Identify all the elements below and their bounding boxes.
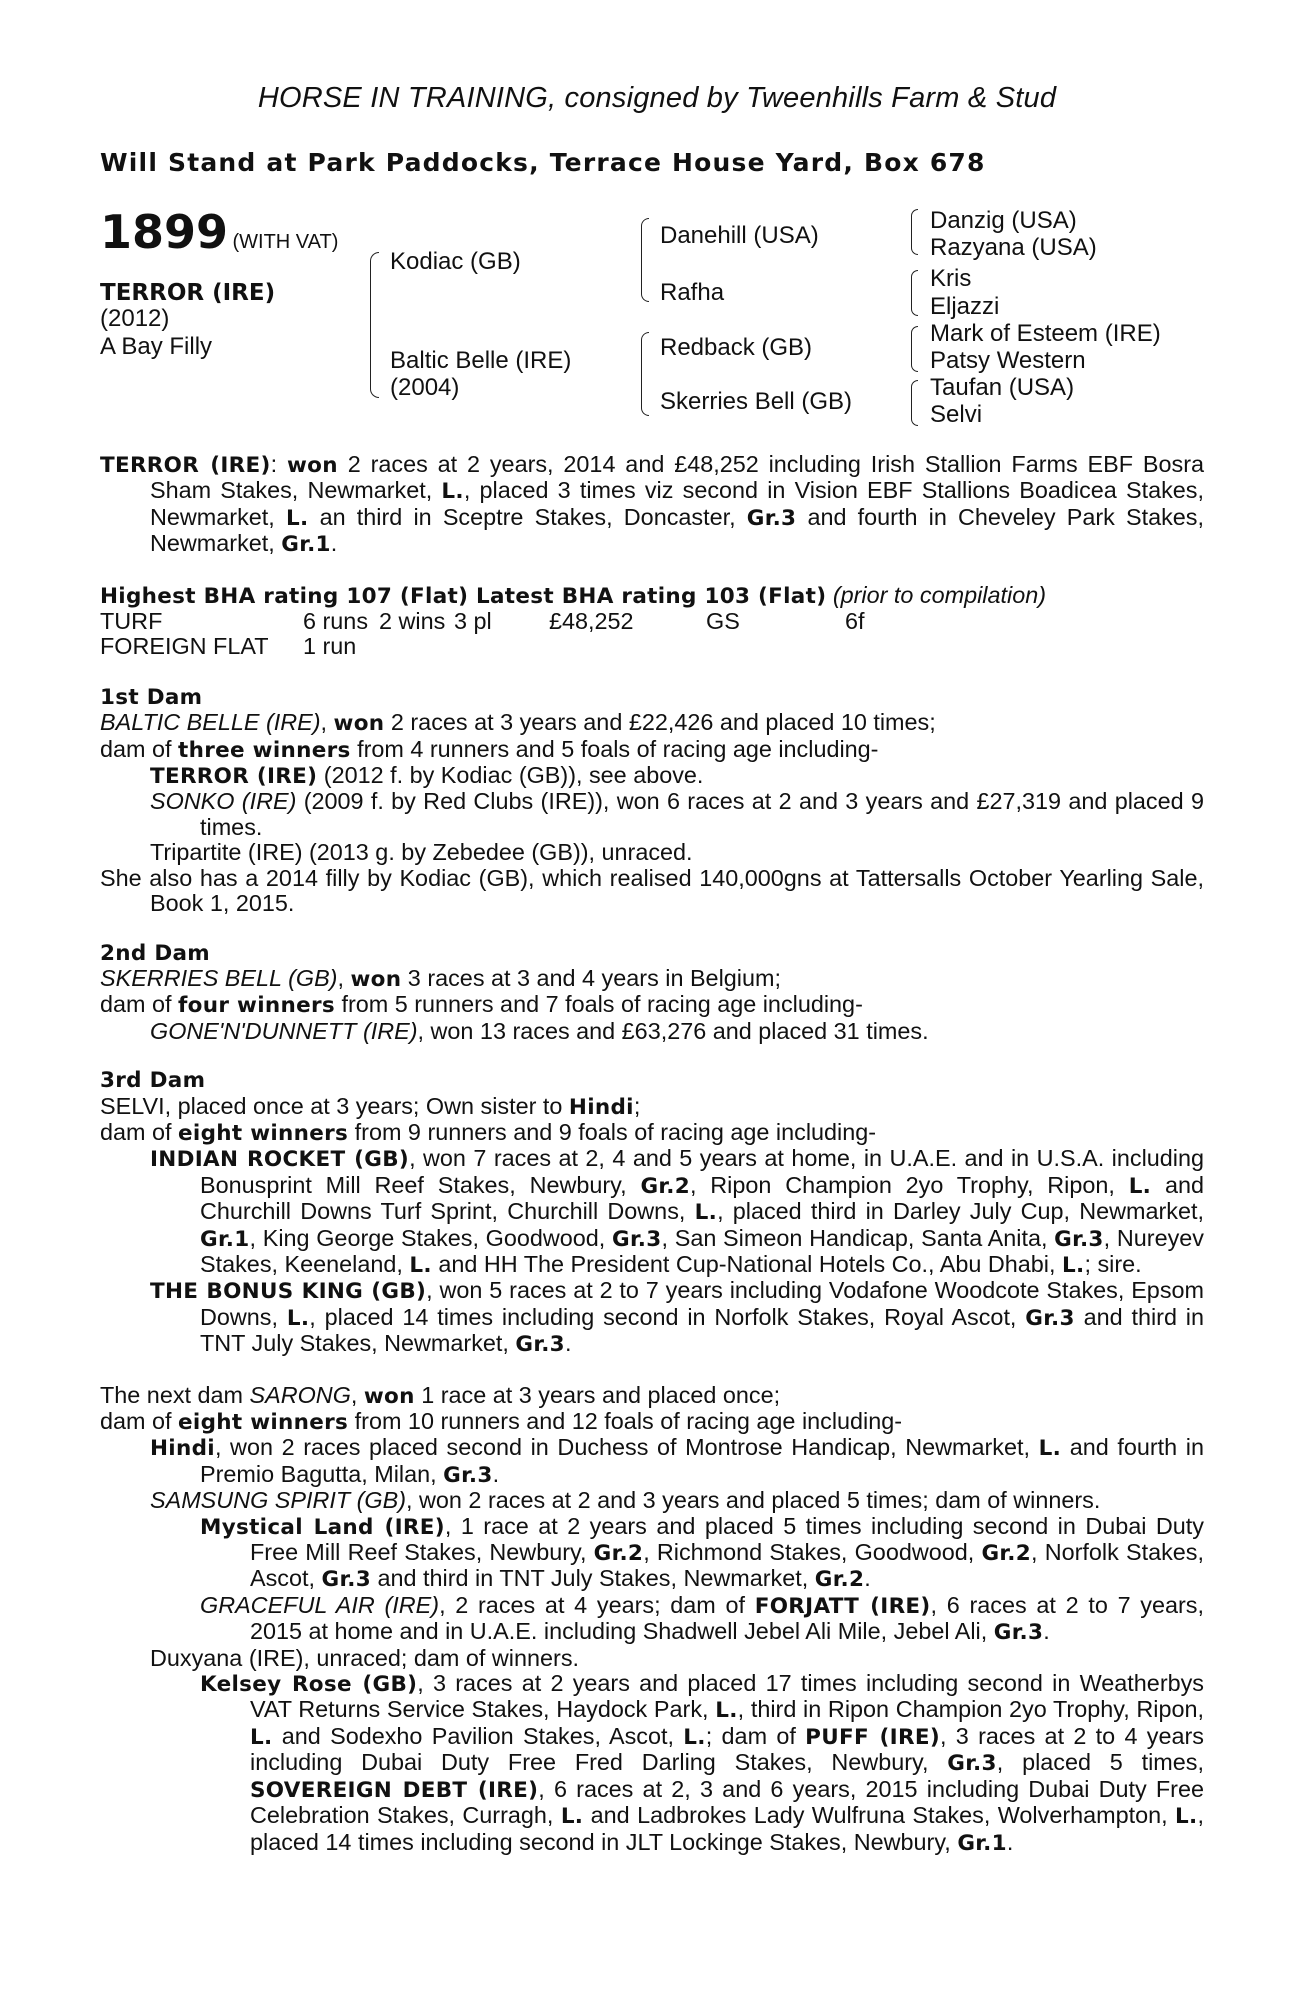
- horse-summary: TERROR (IRE): won 2 races at 2 years, 2014 and £48,252 including Irish Stallion Farms EBF Bosra Sham Stakes, Newmarket, L., placed 3 times viz second in Vision EBF Stallions Boadicea Stakes, Newmarket, L. an third in Sceptre Stakes, Doncaster, Gr.3 and fourth in Cheveley Park Stakes, Newmarket, Gr.1.: [100, 451, 1204, 558]
- first-dam-line: BALTIC BELLE (IRE), won 2 races at 3 years and £22,426 and placed 10 times;: [100, 709, 936, 737]
- next-dam-produce: dam of eight winners from 10 runners and 12 foals of racing age including-: [100, 1408, 903, 1435]
- third-dam-heading: 3rd Dam: [100, 1068, 206, 1094]
- grandchild-graceful-air: GRACEFUL AIR (IRE), 2 races at 4 years; dam of FORJATT (IRE), 6 races at 2 to 7 years, 2015 at home and in U.A.E. including Shadwell Jebel Ali Mile, Jebel Ali, Gr.3.: [200, 1591, 1204, 1646]
- second-dam-heading: 2nd Dam: [100, 940, 210, 966]
- pedigree-sire: Kodiac (GB): [390, 248, 521, 275]
- pedigree-g2: Razyana (USA): [930, 234, 1097, 261]
- bha-rating: Highest BHA rating 107 (Flat) Latest BHA rating 103 (Flat) (prior to compilation): [100, 581, 1047, 609]
- second-dam-line: SKERRIES BELL (GB), won 3 races at 3 and 4 years in Belgium;: [100, 964, 781, 992]
- location-line: Will Stand at Park Paddocks, Terrace House Yard, Box 678: [100, 148, 986, 177]
- pedigree-g5: Mark of Esteem (IRE): [930, 320, 1161, 347]
- next-dam-offspring-hindi: Hindi, won 2 races placed second in Duchess of Montrose Handicap, Newmarket, L. and fourth in Premio Bagutta, Milan, Gr.3.: [150, 1434, 1204, 1488]
- lot-heading: [100, 205, 338, 259]
- lot-vat: (WITH VAT): [232, 231, 339, 253]
- first-dam-offspring-1: TERROR (IRE) (2012 f. by Kodiac (GB)), see above.: [150, 762, 704, 790]
- third-dam-offspring-2: THE BONUS KING (GB), won 5 races at 2 to 7 years including Vodafone Woodcote Stakes, Epsom Downs, L., placed 14 times including second in Norfolk Stakes, Royal Ascot, Gr.3 and third in TNT July Stakes, Newmarket, Gr.3.: [150, 1277, 1205, 1358]
- first-dam-note: She also has a 2014 filly by Kodiac (GB), which realised 140,000gns at Tattersalls October Yearling Sale, Book 1, 2015.: [100, 864, 1204, 917]
- catalogue-body: [100, 452, 1204, 1856]
- pedigree-g3: Kris: [930, 265, 972, 292]
- pedigree-dam-year: (2004): [390, 374, 460, 401]
- horse-name: TERROR (IRE): [100, 280, 276, 306]
- pedigree-sire-sire: Danehill (USA): [660, 222, 819, 249]
- pedigree-brace-g1: [911, 209, 918, 255]
- pedigree-g8: Selvi: [930, 401, 983, 428]
- pedigree-dam-sire: Redback (GB): [660, 334, 813, 361]
- pedigree-dam: Baltic Belle (IRE): [390, 347, 572, 374]
- pedigree-sire-dam: Rafha: [660, 279, 725, 306]
- first-dam-heading: 1st Dam: [100, 684, 203, 710]
- first-dam-offspring-2: SONKO (IRE) (2009 f. by Red Clubs (IRE)), won 6 races at 2 and 3 years and £27,319 and placed 9 times.: [150, 788, 1204, 840]
- pedigree-dam-dam: Skerries Bell (GB): [660, 388, 853, 415]
- page-header: HORSE IN TRAINING, consigned by Tweenhills Farm & Stud: [257, 82, 1057, 114]
- third-dam-line: SELVI, placed once at 3 years; Own sister to Hindi;: [100, 1092, 641, 1120]
- lot-number: 1899: [100, 205, 229, 259]
- pedigree-brace-g4: [911, 380, 918, 426]
- pedigree-g4: Eljazzi: [930, 293, 1000, 320]
- pedigree-g1: Danzig (USA): [930, 207, 1077, 234]
- pedigree-g6: Patsy Western: [930, 347, 1086, 374]
- next-dam-line: The next dam SARONG, won 1 race at 3 years and placed once;: [100, 1381, 781, 1409]
- horse-description: A Bay Filly: [100, 333, 213, 360]
- pedigree-brace-g3: [911, 326, 918, 372]
- horse-year: (2012): [100, 305, 170, 332]
- second-dam-offspring-1: GONE'N'DUNNETT (IRE), won 13 races and £63,276 and placed 31 times.: [150, 1017, 929, 1044]
- first-dam-offspring-3: Tripartite (IRE) (2013 g. by Zebedee (GB)), unraced.: [150, 839, 693, 866]
- performance-row-turf: TURF 6 runs 2 wins 3 pl £48,252 GS 6f: [100, 608, 865, 635]
- grandchild-kelsey-rose: Kelsey Rose (GB), 3 races at 2 years and placed 17 times including second in Weatherbys VAT Returns Service Stakes, Haydock Park, L., third in Ripon Champion 2yo Trophy, Ripon, L. and Sodexho Pavilion Stakes, Ascot, L.; dam of PUFF (IRE), 3 races at 2 to 4 years including Dubai Duty Free Fred Darling Stakes, Newbury, Gr.3, placed 5 times, SOVEREIGN DEBT (IRE), 6 races at 2, 3 and 6 years, 2015 including Dubai Duty Free Celebration Stakes, Curragh, L. and Ladbrokes Lady Wulfruna Stakes, Wolverhampton, L., placed 14 times including second in JLT Lockinge Stakes, Newbury, Gr.1.: [200, 1670, 1205, 1856]
- pedigree-brace-dam: [641, 332, 649, 416]
- next-dam-offspring-samsung: SAMSUNG SPIRIT (GB), won 2 races at 2 and 3 years and placed 5 times; dam of winners.: [150, 1487, 1101, 1514]
- pedigree-g7: Taufan (USA): [930, 374, 1075, 401]
- performance-row-foreign: FOREIGN FLAT 1 run: [100, 633, 357, 660]
- pedigree-brace-g2: [911, 270, 918, 316]
- first-dam-produce: dam of three winners from 4 runners and 5 foals of racing age including-: [100, 735, 879, 763]
- grandchild-mystical-land: Mystical Land (IRE), 1 race at 2 years and placed 5 times including second in Dubai Duty Free Mill Reef Stakes, Newbury, Gr.2, Richmond Stakes, Goodwood, Gr.2, Norfolk Stakes, Ascot, Gr.3 and third in TNT July Stakes, Newmarket, Gr.2.: [200, 1512, 1204, 1593]
- second-dam-produce: dam of four winners from 5 runners and 7 foals of racing age including-: [100, 991, 863, 1019]
- pedigree-brace-main: [370, 252, 379, 398]
- third-dam-produce: dam of eight winners from 9 runners and 9 foals of racing age including-: [100, 1118, 877, 1146]
- pedigree-brace-sire: [641, 218, 649, 302]
- third-dam-offspring-1: INDIAN ROCKET (GB), won 7 races at 2, 4 and 5 years at home, in U.A.E. and in U.S.A. including Bonusprint Mill Reef Stakes, Newbury, Gr.2, Ripon Champion 2yo Trophy, Ripon, L. and Churchill Downs Turf Sprint, Churchill Downs, L., placed third in Darley July Cup, Newmarket, Gr.1, King George Stakes, Goodwood, Gr.3, San Simeon Handicap, Santa Anita, Gr.3, Nureyev Stakes, Keeneland, L. and HH The President Cup-National Hotels Co., Abu Dhabi, L.; sire.: [150, 1145, 1205, 1278]
- next-dam-offspring-duxyana: Duxyana (IRE), unraced; dam of winners.: [150, 1644, 580, 1671]
